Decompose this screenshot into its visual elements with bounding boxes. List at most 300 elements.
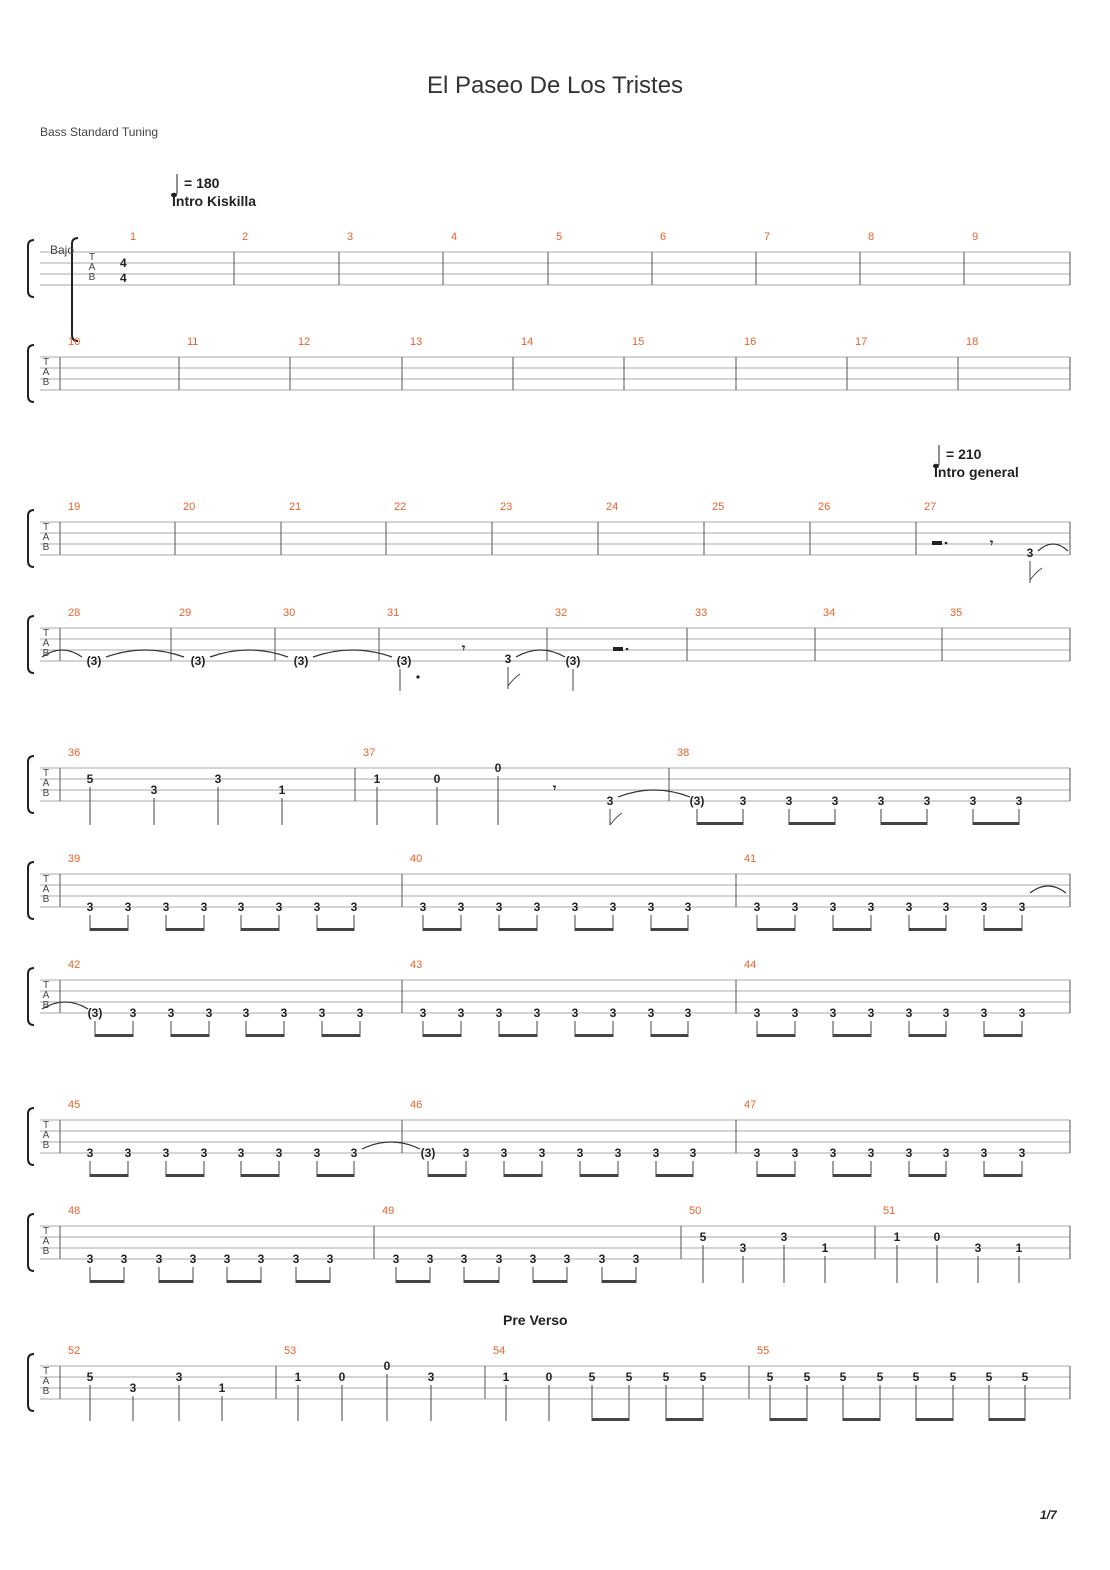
measure-number: 55 (757, 1345, 770, 1357)
fret-number: 3 (905, 1146, 913, 1160)
fret-number: 3 (905, 1006, 913, 1020)
fret-number: 3 (563, 1252, 571, 1266)
measure-number: 18 (966, 336, 979, 348)
fret-number: 5 (86, 772, 94, 786)
fret-number: 3 (533, 1006, 541, 1020)
measure-number: 17 (855, 336, 868, 348)
note-beam (499, 1034, 537, 1037)
fret-number: 3 (175, 1370, 183, 1384)
fret-number: 3 (647, 1006, 655, 1020)
measure-number: 42 (68, 959, 81, 971)
eighth-rest: 𝄾 (990, 536, 994, 550)
fret-number: 3 (189, 1252, 197, 1266)
fret-number: 3 (739, 794, 747, 808)
note-beam (428, 1174, 466, 1177)
fret-number: 3 (356, 1006, 364, 1020)
fret-number: 0 (933, 1230, 941, 1244)
tie-arc (210, 650, 288, 657)
fret-number: 3 (504, 652, 512, 666)
tie-arc (1038, 544, 1068, 551)
fret-number: 3 (538, 1146, 546, 1160)
note-beam (317, 928, 354, 931)
tab-letter: T (42, 1366, 50, 1377)
fret-number: 3 (129, 1381, 137, 1395)
fret-number: 3 (647, 900, 655, 914)
measure-number: 53 (284, 1345, 297, 1357)
measure-number: 13 (410, 336, 423, 348)
fret-number: 3 (632, 1252, 640, 1266)
fret-number: (3) (689, 794, 705, 808)
measure-number: 54 (493, 1345, 506, 1357)
fret-number: 3 (162, 1146, 170, 1160)
note-beam (533, 1280, 567, 1283)
fret-number: 3 (86, 900, 94, 914)
measure-number: 4 (451, 231, 458, 243)
tab-letter: A (88, 262, 96, 273)
measure-number: 38 (677, 747, 690, 759)
fret-number: 3 (791, 1006, 799, 1020)
measure-number: 16 (744, 336, 757, 348)
fret-number: 0 (545, 1370, 553, 1384)
measure-number: 24 (606, 501, 619, 513)
measure-number: 3 (347, 231, 354, 243)
fret-number: 3 (923, 794, 931, 808)
fret-number: 3 (275, 900, 283, 914)
eighth-rest: 𝄾 (462, 641, 466, 655)
tab-letter: T (42, 980, 50, 991)
note-beam (322, 1034, 360, 1037)
fret-number: 3 (529, 1252, 537, 1266)
fret-number: 3 (829, 1006, 837, 1020)
fret-number: 3 (350, 900, 358, 914)
measure-number: 20 (183, 501, 196, 513)
fret-number: 3 (969, 794, 977, 808)
measure-number: 27 (924, 501, 937, 513)
fret-number: 3 (495, 1252, 503, 1266)
note-beam (499, 928, 537, 931)
fret-number: 3 (155, 1252, 163, 1266)
note-beam (95, 1034, 133, 1037)
measure-number: 41 (744, 853, 757, 865)
tab-letter: A (42, 532, 50, 543)
measure-number: 31 (387, 607, 400, 619)
fret-number: 3 (86, 1146, 94, 1160)
fret-number: (3) (87, 1006, 103, 1020)
fret-number: 3 (313, 1146, 321, 1160)
measure-number: 36 (68, 747, 81, 759)
fret-number: 3 (167, 1006, 175, 1020)
fret-number: 3 (1018, 900, 1026, 914)
note-beam (464, 1280, 499, 1283)
fret-number: 5 (803, 1370, 811, 1384)
section-marker: Pre Verso (503, 1312, 568, 1328)
fret-number: 3 (426, 1252, 434, 1266)
fret-number: 3 (292, 1252, 300, 1266)
measure-number: 34 (823, 607, 836, 619)
note-beam (757, 1034, 795, 1037)
fret-number: 5 (662, 1370, 670, 1384)
note-beam (984, 1034, 1022, 1037)
fret-number: 3 (150, 783, 158, 797)
fret-number: 1 (294, 1370, 302, 1384)
tuning-label: Bass Standard Tuning (40, 125, 159, 139)
fret-number: 3 (791, 900, 799, 914)
system-bracket (28, 756, 34, 813)
tab-letter: A (42, 367, 50, 378)
note-beam (166, 928, 204, 931)
note-beam (396, 1280, 430, 1283)
measure-number: 6 (660, 231, 667, 243)
tab-letter: B (88, 272, 96, 283)
measure-number: 21 (289, 501, 302, 513)
fret-number: 3 (124, 900, 132, 914)
note-beam (833, 1174, 871, 1177)
fret-number: 3 (829, 900, 837, 914)
fret-number: 3 (942, 1146, 950, 1160)
fret-number: 3 (785, 794, 793, 808)
note-beam (592, 1418, 629, 1421)
fret-number: (3) (190, 654, 206, 668)
system-bracket (28, 862, 34, 919)
fret-number: 3 (609, 900, 617, 914)
fret-number: 5 (1021, 1370, 1029, 1384)
note-beam (973, 822, 1019, 825)
measure-number: 30 (283, 607, 296, 619)
fret-number: 3 (495, 900, 503, 914)
measure-number: 14 (521, 336, 534, 348)
note-beam (984, 928, 1022, 931)
note-beam (166, 1174, 204, 1177)
system-bracket (28, 1108, 34, 1165)
fret-number: 3 (419, 900, 427, 914)
fret-number: 3 (652, 1146, 660, 1160)
fret-number: (3) (396, 654, 412, 668)
measure-number: 35 (950, 607, 963, 619)
note-beam (227, 1280, 261, 1283)
tab-letter: T (42, 1120, 50, 1131)
system-bracket (28, 510, 34, 567)
fret-number: 3 (753, 900, 761, 914)
note-beam (90, 928, 128, 931)
fret-number: 3 (571, 900, 579, 914)
fret-number: 3 (318, 1006, 326, 1020)
tempo-marking: = 180 (184, 175, 220, 191)
fret-number: 3 (280, 1006, 288, 1020)
system-bracket (28, 616, 34, 673)
fret-number: 5 (766, 1370, 774, 1384)
tab-letter: T (88, 252, 96, 263)
note-beam (666, 1418, 703, 1421)
fret-number: 3 (571, 1006, 579, 1020)
score-title: El Paseo De Los Tristes (426, 72, 684, 99)
fret-number: 3 (427, 1370, 435, 1384)
fret-number: 3 (684, 900, 692, 914)
tab-letter: T (42, 522, 50, 533)
fret-number: 1 (821, 1241, 829, 1255)
fret-number: 0 (433, 772, 441, 786)
fret-number: 3 (576, 1146, 584, 1160)
section-marker: Intro Kiskilla (172, 193, 257, 209)
section-marker: Intro general (934, 464, 1019, 480)
measure-number: 39 (68, 853, 81, 865)
fret-number: 3 (326, 1252, 334, 1266)
fret-number: 1 (373, 772, 381, 786)
note-beam (757, 1174, 795, 1177)
dotted-half-rest (613, 647, 623, 651)
fret-number: 3 (1026, 546, 1034, 560)
fret-number: 3 (237, 900, 245, 914)
fret-number: 3 (162, 900, 170, 914)
time-signature-top: 4 (120, 256, 127, 270)
fret-number: 3 (609, 1006, 617, 1020)
fret-number: 3 (780, 1230, 788, 1244)
fret-number: 3 (980, 1006, 988, 1020)
fret-number: 3 (980, 900, 988, 914)
tab-letter: A (42, 638, 50, 649)
fret-number: 5 (86, 1370, 94, 1384)
tab-letter: B (42, 894, 50, 905)
note-beam (423, 928, 461, 931)
note-beam (241, 1174, 279, 1177)
fret-number: 3 (974, 1241, 982, 1255)
tie-arc (106, 650, 184, 657)
fret-number: 3 (462, 1146, 470, 1160)
fret-number: 3 (214, 772, 222, 786)
tie-arc (618, 790, 690, 797)
note-beam (697, 822, 743, 825)
measure-number: 32 (555, 607, 568, 619)
fret-number: (3) (420, 1146, 436, 1160)
measure-number: 23 (500, 501, 513, 513)
measure-number: 15 (632, 336, 645, 348)
note-beam (575, 928, 613, 931)
fret-number: 3 (1018, 1006, 1026, 1020)
measure-number: 25 (712, 501, 725, 513)
fret-number: 3 (120, 1252, 128, 1266)
fret-number: 3 (313, 900, 321, 914)
note-flag (508, 674, 520, 686)
system-bracket (28, 1354, 34, 1411)
fret-number: 3 (86, 1252, 94, 1266)
measure-number: 22 (394, 501, 407, 513)
measure-number: 43 (410, 959, 423, 971)
fret-number: 3 (942, 900, 950, 914)
note-dot (416, 675, 419, 678)
measure-number: 48 (68, 1205, 81, 1217)
fret-number: 3 (598, 1252, 606, 1266)
fret-number: 0 (494, 761, 502, 775)
fret-number: 1 (278, 783, 286, 797)
rest-dot (945, 542, 948, 545)
note-beam (843, 1418, 880, 1421)
note-beam (317, 1174, 354, 1177)
tab-letter: T (42, 768, 50, 779)
fret-number: (3) (86, 654, 102, 668)
note-beam (984, 1174, 1022, 1177)
fret-number: 3 (495, 1006, 503, 1020)
measure-number: 19 (68, 501, 81, 513)
measure-number: 52 (68, 1345, 81, 1357)
measure-number: 1 (130, 231, 137, 243)
tie-arc (362, 1142, 420, 1149)
fret-number: 3 (124, 1146, 132, 1160)
note-beam (651, 928, 688, 931)
system-bracket (28, 1214, 34, 1271)
measure-number: 11 (187, 336, 199, 348)
tab-letter: B (42, 648, 50, 659)
fret-number: 3 (689, 1146, 697, 1160)
note-beam (651, 1034, 688, 1037)
tab-letter: T (42, 1226, 50, 1237)
fret-number: 3 (460, 1252, 468, 1266)
tab-letter: T (42, 874, 50, 885)
track-name: Bajo (50, 243, 75, 257)
fret-number: 1 (218, 1381, 226, 1395)
measure-number: 37 (363, 747, 376, 759)
fret-number: 3 (1015, 794, 1023, 808)
tie-arc (1030, 886, 1066, 893)
fret-number: 3 (200, 1146, 208, 1160)
rest-dot (626, 648, 629, 651)
tie-arc (313, 650, 392, 657)
note-beam (833, 1034, 871, 1037)
tie-arc (516, 650, 565, 657)
measure-number: 29 (179, 607, 192, 619)
fret-number: 3 (831, 794, 839, 808)
eighth-rest: 𝄾 (553, 781, 557, 795)
fret-number: 5 (876, 1370, 884, 1384)
fret-number: 0 (383, 1359, 391, 1373)
note-beam (241, 928, 279, 931)
fret-number: 5 (588, 1370, 596, 1384)
note-beam (575, 1034, 613, 1037)
measure-number: 44 (744, 959, 757, 971)
measure-number: 45 (68, 1099, 81, 1111)
measure-number: 47 (744, 1099, 757, 1111)
measure-number: 12 (298, 336, 311, 348)
note-beam (296, 1280, 330, 1283)
fret-number: 3 (905, 900, 913, 914)
note-flag (610, 813, 622, 825)
measure-number: 50 (689, 1205, 702, 1217)
measure-number: 49 (382, 1205, 395, 1217)
fret-number: 1 (1015, 1241, 1023, 1255)
fret-number: 3 (684, 1006, 692, 1020)
fret-number: 3 (350, 1146, 358, 1160)
fret-number: 3 (877, 794, 885, 808)
note-beam (580, 1174, 618, 1177)
fret-number: 5 (912, 1370, 920, 1384)
note-beam (909, 1174, 946, 1177)
tempo-marking: = 210 (946, 446, 982, 462)
note-beam (504, 1174, 542, 1177)
note-beam (656, 1174, 693, 1177)
note-beam (909, 1034, 946, 1037)
dotted-half-rest (932, 541, 942, 545)
system-bracket (28, 968, 34, 1025)
tab-letter: T (42, 357, 50, 368)
note-beam (881, 822, 927, 825)
note-beam (423, 1034, 461, 1037)
fret-number: 3 (533, 900, 541, 914)
note-beam (159, 1280, 193, 1283)
tab-letter: A (42, 884, 50, 895)
fret-number: 0 (338, 1370, 346, 1384)
time-signature-bottom: 4 (120, 271, 127, 285)
fret-number: 3 (275, 1146, 283, 1160)
fret-number: 3 (980, 1146, 988, 1160)
measure-number: 5 (556, 231, 563, 243)
measure-number: 26 (818, 501, 831, 513)
note-beam (171, 1034, 209, 1037)
measure-number: 7 (764, 231, 771, 243)
fret-number: (3) (293, 654, 309, 668)
fret-number: 3 (829, 1146, 837, 1160)
note-beam (833, 928, 871, 931)
fret-number: 3 (942, 1006, 950, 1020)
note-beam (909, 928, 946, 931)
measure-number: 8 (868, 231, 875, 243)
tab-letter: A (42, 778, 50, 789)
tab-letter: A (42, 990, 50, 1001)
fret-number: 1 (893, 1230, 901, 1244)
measure-number: 10 (68, 336, 81, 348)
measure-number: 40 (410, 853, 423, 865)
measure-number: 33 (695, 607, 708, 619)
note-beam (770, 1418, 807, 1421)
fret-number: 3 (1018, 1146, 1026, 1160)
tab-letter: B (42, 1140, 50, 1151)
measure-number: 2 (242, 231, 249, 243)
fret-number: 3 (457, 1006, 465, 1020)
note-flag (1030, 568, 1042, 580)
fret-number: 3 (791, 1146, 799, 1160)
fret-number: 3 (606, 794, 614, 808)
fret-number: 5 (699, 1370, 707, 1384)
tab-letter: B (42, 542, 50, 553)
fret-number: 3 (242, 1006, 250, 1020)
note-beam (757, 928, 795, 931)
fret-number: 3 (392, 1252, 400, 1266)
tab-letter: A (42, 1376, 50, 1387)
measure-number: 51 (883, 1205, 896, 1217)
fret-number: 5 (839, 1370, 847, 1384)
tab-letter: A (42, 1236, 50, 1247)
note-beam (916, 1418, 953, 1421)
page-number: 1/7 (1040, 1508, 1057, 1522)
tab-letter: T (42, 628, 50, 639)
fret-number: 1 (502, 1370, 510, 1384)
note-beam (989, 1418, 1025, 1421)
note-beam (246, 1034, 284, 1037)
fret-number: (3) (565, 654, 581, 668)
fret-number: 3 (614, 1146, 622, 1160)
fret-number: 3 (753, 1006, 761, 1020)
note-beam (90, 1174, 128, 1177)
fret-number: 3 (237, 1146, 245, 1160)
measure-number: 9 (972, 231, 979, 243)
fret-number: 5 (949, 1370, 957, 1384)
note-beam (90, 1280, 124, 1283)
tab-letter: B (42, 1000, 50, 1011)
measure-number: 28 (68, 607, 81, 619)
system-bracket (28, 345, 34, 402)
tab-letter: B (42, 377, 50, 388)
fret-number: 3 (867, 1006, 875, 1020)
fret-number: 3 (739, 1241, 747, 1255)
tab-letter: B (42, 788, 50, 799)
tab-letter: A (42, 1130, 50, 1141)
